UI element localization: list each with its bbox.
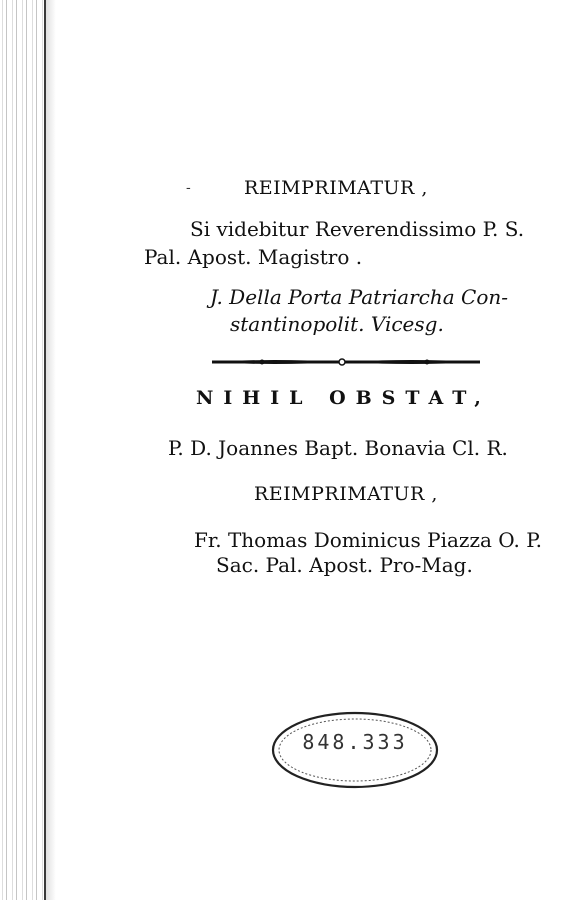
reimprimatur-heading-2: REIMPRIMATUR ,	[254, 483, 438, 505]
signature-bonavia: P. D. Joannes Bapt. Bonavia Cl. R.	[168, 436, 508, 460]
stray-mark: -	[186, 180, 191, 196]
signature-piazza-line-2: Sac. Pal. Apost. Pro-Mag.	[216, 553, 473, 577]
signature-della-porta-line-2: stantinopolit. Vicesg.	[230, 312, 444, 336]
signature-piazza-line-1: Fr. Thomas Dominicus Piazza O. P.	[194, 528, 542, 552]
approval-line-2: Pal. Apost. Magistro .	[144, 245, 363, 269]
signature-della-porta-line-1: J. Della Porta Patriarcha Con-	[210, 285, 508, 309]
stamp-number: 848.333	[302, 730, 408, 754]
ornamental-rule	[212, 356, 480, 368]
nihil-obstat-heading: NIHIL OBSTAT,	[196, 387, 491, 409]
approval-line-1: Si videbitur Reverendissimo P. S.	[190, 217, 525, 241]
reimprimatur-heading-1: REIMPRIMATUR ,	[244, 177, 428, 199]
